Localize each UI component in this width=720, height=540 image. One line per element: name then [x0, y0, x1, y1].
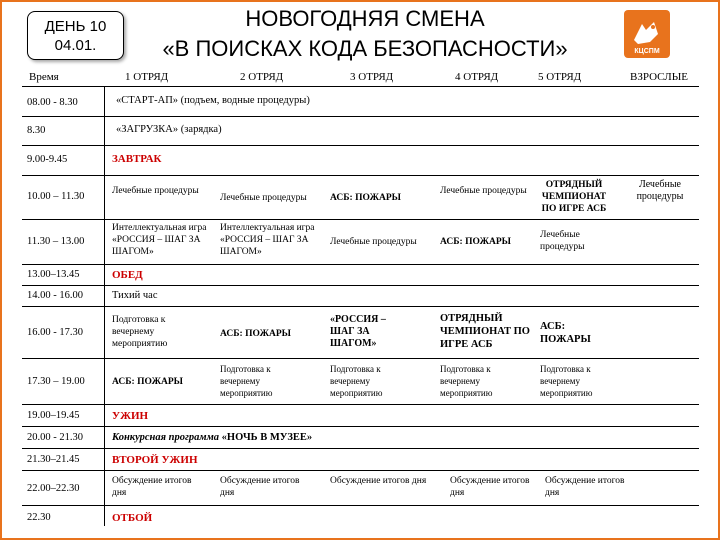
- activity-cell: Подготовка к вечернему мероприятию: [540, 364, 593, 398]
- day-date: 04.01.: [54, 36, 97, 54]
- activity-cell: Обсуждение итогов дня: [112, 476, 192, 498]
- time-cell: 20.00 - 21.30: [27, 432, 83, 443]
- activity-cell: Обсуждение итогов дня: [545, 476, 625, 498]
- activity-cell: Лечебные процедуры: [330, 237, 417, 247]
- activity-cell: ОТРЯДНЫЙ ЧЕМПИОНАТ ПО ИГРЕ АСБ: [541, 180, 607, 214]
- activity-text: «СТАРТ-АП» (подъем, водные процедуры): [116, 95, 310, 106]
- activity-cell: Лечебные процедуры: [112, 186, 199, 196]
- column-header-2: 2 ОТРЯД: [240, 71, 284, 83]
- meal-label: ЗАВТРАК: [112, 153, 162, 165]
- grid-line: [22, 358, 699, 359]
- activity-cell: ОТРЯДНЫЙ ЧЕМПИОНАТ ПО ИГРЕ АСБ: [440, 313, 530, 350]
- activity-cell: Обсуждение итогов дня: [220, 476, 300, 498]
- time-cell: 9.00-9.45: [27, 154, 68, 165]
- meal-label: ВТОРОЙ УЖИН: [112, 454, 198, 466]
- grid-line: [22, 264, 699, 265]
- activity-cell: «РОССИЯ – ШАГ ЗА ШАГОМ»: [330, 314, 386, 349]
- column-header-1: 1 ОТРЯД: [125, 71, 169, 83]
- activity-cell: Подготовка к вечернему мероприятию: [440, 364, 493, 398]
- activity-cell: Лечебные процедуры: [636, 179, 684, 202]
- grid-line: [22, 145, 699, 146]
- meal-label: УЖИН: [112, 410, 149, 422]
- time-cell: 19.00–19.45: [27, 410, 80, 421]
- activity-cell: Лечебные процедуры: [440, 186, 527, 196]
- activity-text: [112, 432, 312, 444]
- time-cell: 08.00 - 8.30: [27, 97, 78, 108]
- column-header-3: 3 ОТРЯД: [350, 71, 394, 83]
- day-badge: [27, 11, 124, 60]
- fox-logo-icon: [624, 10, 670, 58]
- bedtime-label: ОТБОЙ: [112, 512, 153, 524]
- grid-line: [22, 285, 699, 286]
- meal-label: ОБЕД: [112, 269, 143, 281]
- activity-cell: Подготовка к вечернему мероприятию: [112, 315, 168, 349]
- column-header-4: 4 ОТРЯД: [455, 71, 499, 83]
- activity-cell: АСБ: ПОЖАРЫ: [440, 237, 511, 247]
- time-cell: 16.00 - 17.30: [27, 327, 83, 338]
- grid-line: [22, 505, 699, 506]
- grid-line: [22, 404, 699, 405]
- activity-cell: Подготовка к вечернему мероприятию: [220, 364, 273, 398]
- time-cell: 14.00 - 16.00: [27, 290, 83, 301]
- column-header-5: 5 ОТРЯД: [538, 71, 582, 83]
- program-title: «НОЧЬ В МУЗЕЕ»: [221, 432, 313, 443]
- page-title: [130, 4, 600, 64]
- column-header-6: ВЗРОСЛЫЕ: [630, 71, 689, 83]
- title-line-1: НОВОГОДНЯЯ СМЕНА: [245, 6, 485, 31]
- column-header-time: Время: [29, 71, 59, 83]
- time-cell: 10.00 – 11.30: [27, 191, 85, 202]
- time-cell: 21.30–21.45: [27, 454, 80, 465]
- time-cell: 22.30: [27, 512, 51, 523]
- activity-cell: АСБ: ПОЖАРЫ: [330, 193, 401, 203]
- time-cell: 8.30: [27, 125, 46, 136]
- grid-line: [22, 306, 699, 307]
- activity-cell: Лечебные процедуры: [540, 230, 585, 252]
- activity-text: Тихий час: [112, 290, 158, 301]
- time-cell: 17.30 – 19.00: [27, 376, 85, 387]
- program-label: Конкурсная программа: [112, 432, 220, 443]
- time-cell: 11.30 – 13.00: [27, 236, 85, 247]
- time-column-divider: [104, 86, 105, 526]
- time-cell: 22.00–22.30: [27, 483, 80, 494]
- grid-line: [22, 470, 699, 471]
- activity-cell: Интеллектуальная игра «РОССИЯ – ШАГ ЗА ШАГОМ»: [220, 223, 315, 257]
- title-line-2: «В ПОИСКАХ КОДА БЕЗОПАСНОСТИ»: [162, 36, 568, 61]
- activity-cell: Подготовка к вечернему мероприятию: [330, 364, 383, 398]
- activity-cell: АСБ: ПОЖАРЫ: [540, 321, 591, 345]
- activity-cell: Обсуждение итогов дня: [330, 476, 427, 486]
- activity-text: «ЗАГРУЗКА» (зарядка): [116, 124, 222, 135]
- activity-cell: Лечебные процедуры: [220, 193, 307, 203]
- activity-cell: Интеллектуальная игра «РОССИЯ – ШАГ ЗА ШАГОМ»: [112, 223, 207, 257]
- time-cell: 13.00–13.45: [27, 269, 80, 280]
- grid-line: [22, 86, 699, 87]
- grid-line: [22, 426, 699, 427]
- grid-line: [22, 219, 699, 220]
- grid-line: [22, 448, 699, 449]
- grid-line: [22, 116, 699, 117]
- logo-text: КЦСПМ: [634, 48, 660, 55]
- grid-line: [22, 175, 699, 176]
- activity-cell: Обсуждение итогов дня: [450, 476, 530, 498]
- activity-cell: АСБ: ПОЖАРЫ: [112, 377, 183, 387]
- activity-cell: АСБ: ПОЖАРЫ: [220, 329, 291, 339]
- day-number: ДЕНЬ 10: [44, 17, 107, 35]
